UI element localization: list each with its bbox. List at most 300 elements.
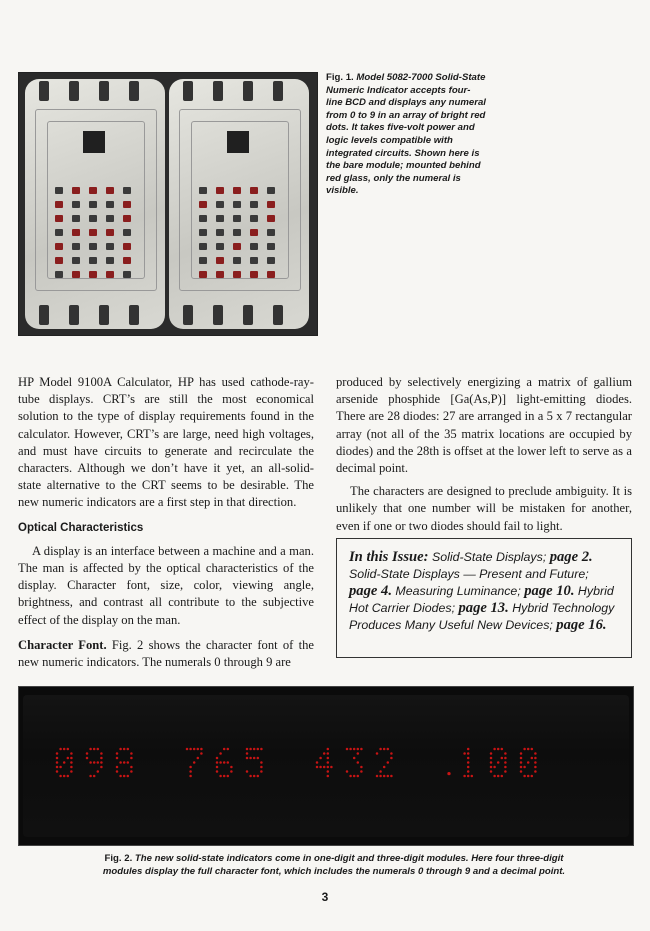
connector-pin bbox=[183, 81, 193, 101]
led-dot bbox=[463, 775, 466, 778]
led-dot bbox=[497, 748, 500, 751]
page-number: 3 bbox=[321, 890, 329, 904]
led-diode bbox=[89, 229, 97, 236]
led-dot bbox=[119, 748, 122, 751]
led-dot bbox=[130, 766, 133, 769]
led-dot bbox=[119, 761, 122, 764]
led-diode bbox=[250, 257, 258, 264]
led-dot bbox=[89, 761, 92, 764]
led-dot bbox=[70, 752, 73, 755]
led-diode bbox=[55, 243, 63, 250]
led-dot bbox=[490, 761, 493, 764]
led-character-7 bbox=[346, 748, 363, 778]
led-dot bbox=[130, 770, 133, 773]
led-dot bbox=[527, 748, 530, 751]
led-dot bbox=[383, 775, 386, 778]
led-dot bbox=[501, 775, 504, 778]
connector-pin bbox=[243, 81, 253, 101]
led-dot bbox=[193, 748, 196, 751]
led-dot bbox=[327, 761, 330, 764]
led-diode bbox=[123, 215, 131, 222]
led-diode bbox=[216, 243, 224, 250]
led-dot bbox=[200, 752, 203, 755]
led-dot bbox=[59, 748, 62, 751]
issue-item-5: Hybrid Technology Produces Many Useful New Devices; bbox=[349, 601, 615, 632]
led-dot bbox=[357, 761, 360, 764]
led-dot bbox=[200, 748, 203, 751]
led-dot bbox=[260, 748, 263, 751]
led-dot bbox=[497, 775, 500, 778]
led-dot bbox=[467, 766, 470, 769]
display-glass bbox=[23, 695, 629, 837]
led-dot bbox=[353, 748, 356, 751]
led-dot bbox=[390, 775, 393, 778]
issue-lead: In this Issue: bbox=[349, 549, 429, 565]
led-dot bbox=[56, 770, 59, 773]
connector-pin bbox=[99, 305, 109, 325]
led-dot bbox=[127, 748, 130, 751]
connector-pin bbox=[39, 81, 49, 101]
led-dot bbox=[67, 757, 70, 760]
led-diode bbox=[199, 187, 207, 194]
led-character-8 bbox=[376, 748, 393, 778]
connector-pin bbox=[69, 305, 79, 325]
connector-pin bbox=[273, 305, 283, 325]
right-column bbox=[336, 374, 632, 535]
led-diode bbox=[89, 187, 97, 194]
led-dot bbox=[230, 770, 233, 773]
led-dot bbox=[357, 775, 360, 778]
led-dot bbox=[123, 748, 126, 751]
led-diode bbox=[233, 271, 241, 278]
led-dot bbox=[100, 757, 103, 760]
connector-pin bbox=[99, 81, 109, 101]
connector-pin bbox=[69, 81, 79, 101]
led-diode bbox=[123, 243, 131, 250]
led-diode bbox=[106, 201, 114, 208]
led-dot bbox=[527, 761, 530, 764]
led-dot bbox=[493, 766, 496, 769]
figure1-photo bbox=[18, 72, 318, 336]
led-digit-display bbox=[23, 695, 629, 837]
led-dot bbox=[56, 766, 59, 769]
led-dot bbox=[327, 770, 330, 773]
led-dot bbox=[346, 748, 349, 751]
led-diode bbox=[199, 271, 207, 278]
connector-pin bbox=[273, 81, 283, 101]
led-dot bbox=[119, 775, 122, 778]
led-diode bbox=[72, 257, 80, 264]
connector-pin bbox=[243, 305, 253, 325]
led-dot bbox=[349, 775, 352, 778]
led-diode bbox=[89, 243, 97, 250]
led-dot bbox=[123, 761, 126, 764]
led-dot bbox=[490, 757, 493, 760]
led-diode bbox=[72, 187, 80, 194]
led-dot bbox=[89, 748, 92, 751]
led-diode bbox=[55, 257, 63, 264]
led-diode bbox=[233, 229, 241, 236]
led-dot bbox=[353, 775, 356, 778]
led-dot bbox=[534, 752, 537, 755]
connector-pin bbox=[39, 305, 49, 325]
led-dot bbox=[197, 757, 200, 760]
led-dot bbox=[63, 761, 65, 764]
led-dot bbox=[223, 748, 226, 751]
led-dot bbox=[227, 775, 230, 778]
led-dot bbox=[379, 775, 382, 778]
led-dot bbox=[97, 761, 100, 764]
led-dot bbox=[130, 752, 133, 755]
led-dot bbox=[376, 752, 379, 755]
led-dot bbox=[467, 770, 470, 773]
led-dot bbox=[463, 752, 466, 755]
led-dot bbox=[316, 766, 319, 769]
led-dot bbox=[319, 757, 322, 760]
led-diode bbox=[106, 271, 114, 278]
led-diode bbox=[72, 271, 80, 278]
led-character-1 bbox=[86, 748, 103, 778]
led-dot bbox=[260, 770, 263, 773]
led-dot bbox=[67, 748, 70, 751]
led-diode bbox=[89, 271, 97, 278]
led-diode bbox=[267, 243, 275, 250]
led-dot bbox=[531, 775, 534, 778]
led-dot bbox=[467, 757, 470, 760]
led-dot bbox=[189, 775, 192, 778]
led-character-0 bbox=[56, 748, 73, 778]
led-dot bbox=[497, 761, 500, 764]
led-dot bbox=[56, 761, 59, 764]
led-character-10 bbox=[463, 748, 473, 778]
led-dot bbox=[504, 766, 507, 769]
led-character-6 bbox=[316, 748, 333, 778]
right-paragraph-2: The characters are designed to preclude ambiguity. It is unlikely that one number will be mistaken for another, even if one or two diodes should fail to light. bbox=[336, 484, 632, 533]
led-diode bbox=[123, 201, 131, 208]
led-diode bbox=[55, 201, 63, 208]
led-diode bbox=[250, 201, 258, 208]
led-dot bbox=[257, 775, 260, 778]
led-diode bbox=[250, 187, 258, 194]
led-dot bbox=[520, 770, 523, 773]
led-dot bbox=[520, 761, 523, 764]
led-dot bbox=[56, 757, 59, 760]
led-dot bbox=[116, 766, 119, 769]
led-dot bbox=[227, 761, 230, 764]
led-diode bbox=[89, 215, 97, 222]
led-dot bbox=[360, 770, 363, 773]
led-dot bbox=[189, 766, 192, 769]
led-diode bbox=[233, 257, 241, 264]
led-dot bbox=[93, 748, 96, 751]
led-dot bbox=[253, 748, 256, 751]
led-dot bbox=[246, 752, 249, 755]
led-dot bbox=[219, 775, 222, 778]
driver-chip bbox=[83, 131, 105, 153]
led-dot bbox=[100, 752, 103, 755]
led-dot bbox=[193, 761, 196, 764]
led-diode bbox=[106, 187, 114, 194]
led-diode bbox=[55, 229, 63, 236]
led-dot bbox=[504, 757, 507, 760]
led-dot bbox=[100, 766, 103, 769]
led-dot bbox=[490, 766, 493, 769]
led-character-3 bbox=[186, 748, 203, 778]
driver-chip bbox=[227, 131, 249, 153]
issue-item-3: Measuring Luminance; bbox=[391, 584, 525, 598]
led-diode bbox=[267, 229, 275, 236]
led-dot bbox=[387, 748, 390, 751]
led-dot bbox=[246, 748, 249, 751]
led-character-12 bbox=[520, 748, 537, 778]
connector-pin bbox=[129, 305, 139, 325]
figure2-caption bbox=[84, 852, 584, 878]
led-dot bbox=[253, 775, 256, 778]
led-dot bbox=[467, 761, 470, 764]
led-diode bbox=[89, 201, 97, 208]
led-dot bbox=[56, 752, 59, 755]
led-dot bbox=[216, 766, 219, 769]
led-dot bbox=[116, 757, 119, 760]
figure2-photo bbox=[18, 686, 634, 846]
led-dot bbox=[490, 770, 493, 773]
led-dot bbox=[260, 761, 263, 764]
led-dot bbox=[130, 757, 133, 760]
led-dot bbox=[527, 775, 530, 778]
led-dot bbox=[219, 761, 222, 764]
led-dot bbox=[86, 757, 89, 760]
led-character-5 bbox=[246, 748, 263, 778]
led-dot bbox=[70, 770, 73, 773]
character-font-runin: Character Font. bbox=[18, 637, 107, 652]
section-heading-optical: Optical Characteristics bbox=[18, 521, 144, 534]
led-dot bbox=[216, 770, 219, 773]
led-dot bbox=[357, 748, 360, 751]
led-diode bbox=[199, 215, 207, 222]
led-diode bbox=[72, 201, 80, 208]
left-paragraph-3-text: Fig. 2 shows the character font of the new numeric indicators. The numerals 0 through 9 are bbox=[18, 637, 314, 670]
led-dot bbox=[327, 752, 330, 755]
in-this-issue-box bbox=[336, 538, 632, 658]
led-diode bbox=[123, 257, 131, 264]
led-dot bbox=[360, 748, 363, 751]
led-dot bbox=[534, 770, 537, 773]
led-dot bbox=[520, 757, 523, 760]
led-dot bbox=[534, 761, 537, 764]
led-dot bbox=[216, 757, 219, 760]
led-dot bbox=[520, 766, 523, 769]
led-dot bbox=[97, 770, 100, 773]
led-dot bbox=[327, 757, 330, 760]
led-diode bbox=[216, 215, 224, 222]
left-paragraph-1: HP Model 9100A Calculator, HP has used cathode-ray-tube displays. CRT’s are still the most economical solution to the type of display requirements found in the calculator. However, CRT’s are large, need high voltages, and must have circuits to generate and recirculate the characters. Although we don’t have it yet, an all-solid-state alternative to the CRT seems to be desirable. The new numeric indicators are a first step in that direction. bbox=[18, 375, 314, 510]
led-dot bbox=[316, 761, 319, 764]
led-dot bbox=[93, 775, 96, 778]
led-dot bbox=[390, 752, 393, 755]
led-dot bbox=[379, 748, 382, 751]
led-dot bbox=[383, 766, 386, 769]
led-dot bbox=[63, 775, 65, 778]
led-dot bbox=[93, 761, 96, 764]
led-dot bbox=[504, 752, 507, 755]
led-dot bbox=[330, 766, 333, 769]
led-diode bbox=[267, 257, 275, 264]
led-dot bbox=[86, 752, 89, 755]
led-dot bbox=[70, 766, 73, 769]
led-dot bbox=[379, 770, 382, 773]
led-diode bbox=[216, 187, 224, 194]
led-dot bbox=[520, 752, 523, 755]
led-diode bbox=[55, 215, 63, 222]
led-dot bbox=[97, 748, 100, 751]
led-dot bbox=[471, 775, 474, 778]
led-character-2 bbox=[116, 748, 133, 778]
led-dot bbox=[63, 748, 65, 751]
led-diode bbox=[216, 257, 224, 264]
led-dot bbox=[249, 748, 252, 751]
led-dot bbox=[127, 775, 130, 778]
led-diode bbox=[267, 271, 275, 278]
led-dot bbox=[319, 766, 322, 769]
led-dot bbox=[70, 761, 73, 764]
right-paragraph-1: produced by selectively energizing a matrix of gallium arsenide phosphide [Ga(As,P)] light-emitting diodes. There are 28 diodes: 27 are arranged in a 5 x 7 rectangular array (not all of the 35 matrix locations are occupied by diodes) and the 28th is offset at the lower left to serve as a decimal point. bbox=[336, 375, 632, 476]
figure2-label: Fig. 2. bbox=[104, 853, 133, 864]
led-dot bbox=[116, 752, 119, 755]
led-diode bbox=[233, 215, 241, 222]
led-dot bbox=[123, 775, 126, 778]
led-dot bbox=[216, 761, 219, 764]
led-diode bbox=[199, 201, 207, 208]
led-dot bbox=[89, 775, 92, 778]
led-diode bbox=[55, 271, 63, 278]
led-dot bbox=[467, 752, 470, 755]
figure2-caption-text: The new solid-state indicators come in one-digit and three-digit modules. Here four three-digit modules display the full character font, which includes the numerals 0 through 9 and a decimal point. bbox=[102, 853, 566, 877]
led-diode bbox=[199, 229, 207, 236]
led-diode bbox=[72, 215, 80, 222]
led-dot bbox=[257, 757, 260, 760]
figure1-label: Fig. 1. bbox=[326, 72, 354, 83]
issue-page-3: page 10. bbox=[524, 583, 575, 599]
led-dot bbox=[246, 757, 249, 760]
left-paragraph-3 bbox=[18, 637, 314, 671]
led-diode bbox=[233, 201, 241, 208]
led-dot bbox=[189, 748, 192, 751]
led-diode bbox=[267, 201, 275, 208]
led-diode bbox=[123, 187, 131, 194]
led-diode bbox=[106, 257, 114, 264]
led-dot bbox=[531, 748, 534, 751]
issue-item-1: Solid-State Displays; bbox=[428, 550, 550, 564]
led-character-4 bbox=[216, 748, 233, 778]
issue-page-4: page 13. bbox=[458, 600, 509, 616]
led-dot bbox=[493, 775, 496, 778]
led-dot bbox=[357, 752, 360, 755]
led-diode bbox=[106, 229, 114, 236]
led-dot bbox=[531, 757, 534, 760]
led-dot bbox=[523, 748, 526, 751]
led-dot bbox=[501, 748, 504, 751]
led-dot bbox=[523, 766, 526, 769]
led-dot bbox=[70, 757, 73, 760]
led-dot bbox=[227, 748, 230, 751]
led-dot bbox=[376, 775, 379, 778]
led-dot bbox=[504, 770, 507, 773]
led-diode bbox=[199, 257, 207, 264]
led-diode bbox=[267, 187, 275, 194]
led-dot bbox=[349, 748, 352, 751]
led-dot bbox=[346, 770, 349, 773]
connector-pin bbox=[129, 81, 139, 101]
led-diode bbox=[250, 243, 258, 250]
led-dot bbox=[260, 766, 263, 769]
led-dot bbox=[387, 761, 390, 764]
led-dot bbox=[59, 766, 62, 769]
led-character-9 bbox=[447, 772, 450, 775]
led-dot bbox=[253, 757, 256, 760]
led-dot bbox=[223, 761, 226, 764]
led-dot bbox=[467, 775, 470, 778]
decimal-point-dot bbox=[447, 772, 450, 775]
led-diode bbox=[216, 201, 224, 208]
led-diode bbox=[250, 215, 258, 222]
led-dot bbox=[197, 748, 200, 751]
led-dot bbox=[116, 770, 119, 773]
led-dot bbox=[490, 752, 493, 755]
led-dot bbox=[467, 748, 470, 751]
led-dot bbox=[189, 770, 192, 773]
led-diode bbox=[250, 229, 258, 236]
led-dot bbox=[327, 748, 330, 751]
led-dot bbox=[390, 757, 393, 760]
led-dot bbox=[323, 766, 326, 769]
led-dot bbox=[534, 757, 537, 760]
issue-page-2: page 4. bbox=[349, 583, 392, 599]
led-dot bbox=[257, 748, 260, 751]
led-dot bbox=[387, 775, 390, 778]
led-diode bbox=[123, 229, 131, 236]
led-diode bbox=[267, 215, 275, 222]
led-diode bbox=[199, 243, 207, 250]
connector-pin bbox=[213, 81, 223, 101]
led-dot bbox=[523, 775, 526, 778]
led-diode bbox=[233, 243, 241, 250]
led-dot bbox=[493, 748, 496, 751]
led-diode bbox=[106, 243, 114, 250]
led-diode bbox=[216, 271, 224, 278]
led-dot bbox=[186, 748, 189, 751]
led-dot bbox=[249, 775, 252, 778]
led-diode bbox=[55, 187, 63, 194]
led-dot bbox=[353, 757, 356, 760]
led-dot bbox=[230, 766, 233, 769]
led-diode bbox=[72, 243, 80, 250]
led-dot bbox=[383, 748, 386, 751]
led-dot bbox=[501, 757, 504, 760]
led-diode bbox=[216, 229, 224, 236]
led-dot bbox=[504, 761, 507, 764]
led-dot bbox=[327, 766, 330, 769]
led-dot bbox=[59, 775, 62, 778]
led-dot bbox=[323, 752, 326, 755]
connector-pin bbox=[183, 305, 193, 325]
issue-page-1: page 2. bbox=[549, 549, 593, 565]
led-module-bare-left bbox=[25, 79, 165, 329]
led-dot bbox=[534, 766, 537, 769]
figure1-caption-text: Model 5082-7000 Solid-State Numeric Indicator accepts four-line BCD and displays any numeral from 0 to 9 in an array of bright red dots. It takes five-volt power and logic levels compatible with integrated circuits. Shown here is the bare module; mounted behind red glass, only the numeral is visible. bbox=[326, 72, 486, 197]
led-dot bbox=[67, 775, 70, 778]
left-paragraph-2: A display is an interface between a machine and a man. The man is affected by the optical characteristics of the display. Character font, size, color, viewing angle, brightness, and contrast all contribute to the subjective effect of the display on the man. bbox=[18, 543, 314, 627]
led-dot bbox=[100, 761, 103, 764]
